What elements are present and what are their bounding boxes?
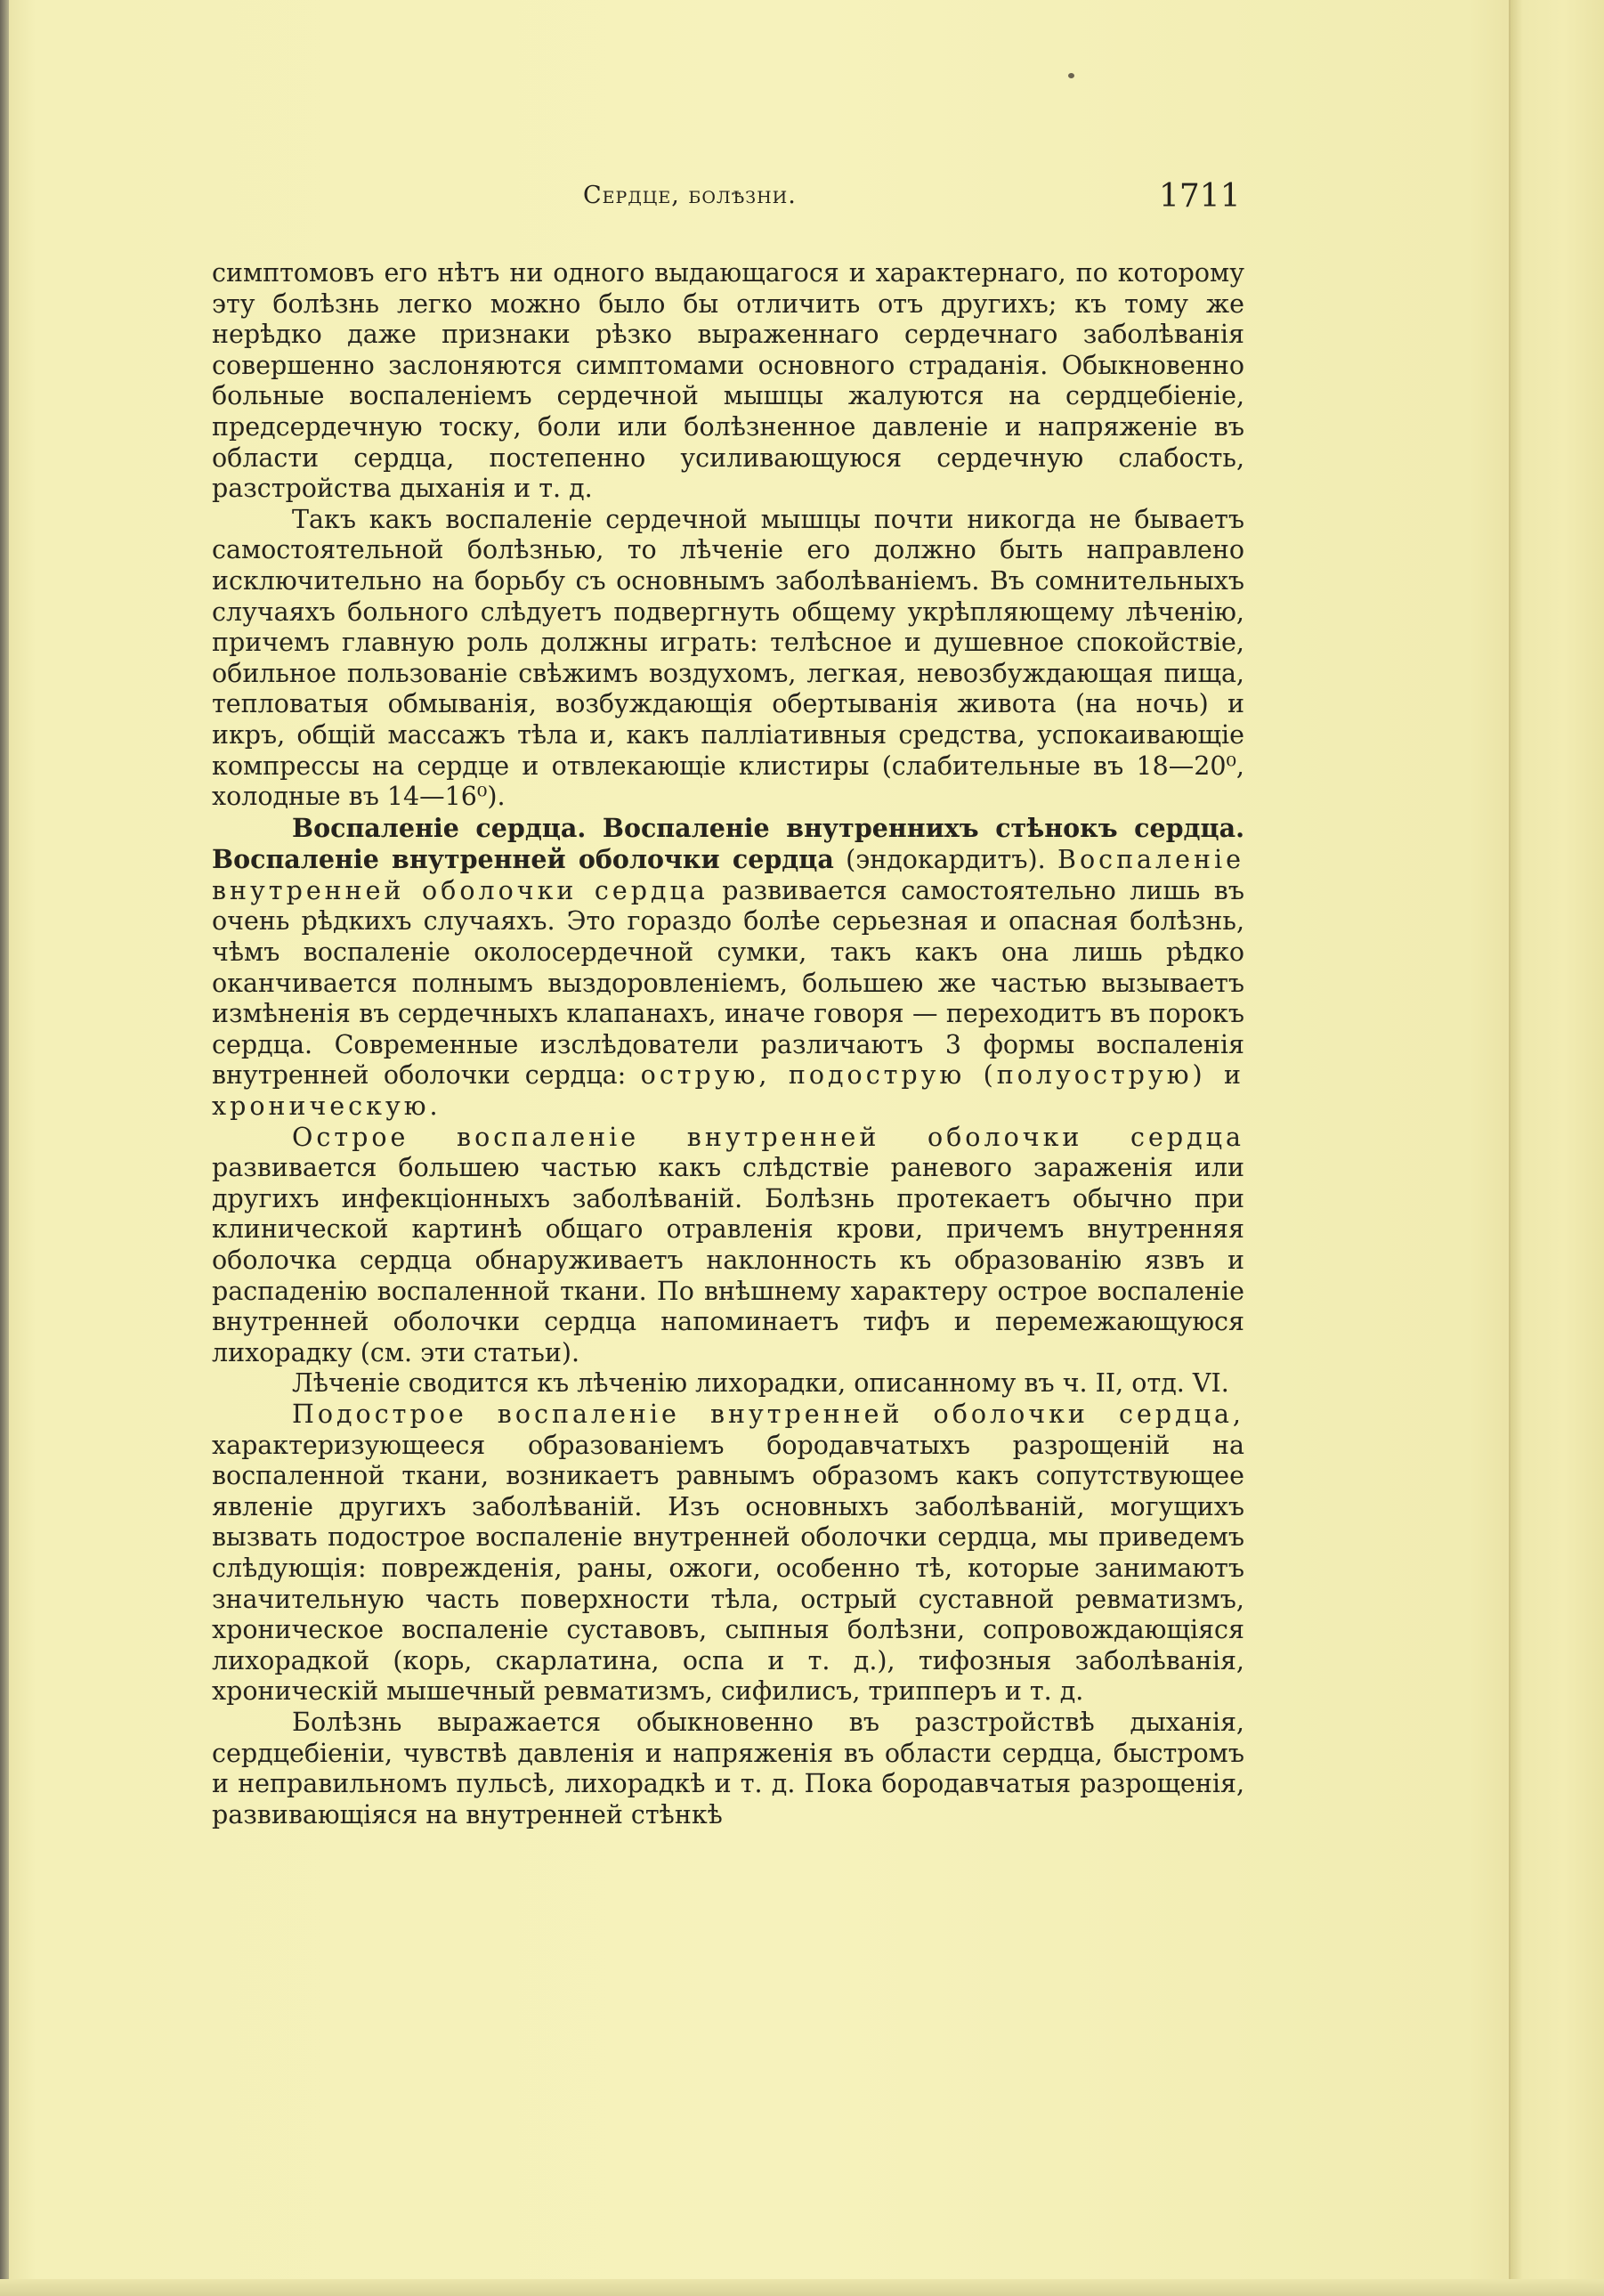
spaced-term-1: Воспаленіе внутренней оболочки сердца	[212, 845, 1244, 905]
section-heading: Воспаленіе сердца. Воспаленіе внутреннихъ стѣнокъ сердца. Воспаленіе внутренней оболочки сердца	[212, 812, 1244, 875]
page-bottom-edge	[0, 2279, 1604, 2296]
paragraph-6-rest: характеризующееся образованіемъ бородавчатыхъ разрощеній на воспаленной ткани, возникаетъ равнымъ образомъ какъ сопутствующее явленіе другихъ заболѣваній. Изъ основныхъ заболѣваній, могущихъ вызвать подострое воспаленіе внутренней оболочки сердца, мы приведемъ слѣдующія: поврежденія, раны, ожоги, особенно тѣ, которые занимаютъ значительную часть поверхности тѣла, острый суставной ревматизмъ, хроническое воспаленіе суставовъ, сыпныя болѣзни, сопровождающіяся лихорадкой (корь, скарлатина, оспа и т. д.), тифозныя заболѣванія, хроническій мышечный ревматизмъ, сифилисъ, трипперъ и т. д.	[212, 1430, 1244, 1707]
heading-parenthetical: (эндокардитъ).	[846, 845, 1046, 875]
spaced-term-2: Острое воспаленіе внутренней оболочки сердца	[292, 1122, 1244, 1152]
paragraph-5: Лѣченіе сводится къ лѣченію лихорадки, описанному въ ч. II, отд. VI.	[292, 1368, 1229, 1399]
paragraph-4-rest: развивается большею частью какъ слѣдствіе раневого зараженія или другихъ инфекціонныхъ заболѣваній. Болѣзнь протекаетъ обычно при клинической картинѣ общаго отравленія крови, причемъ внутренняя оболочка сердца обнаруживаетъ наклонность къ образованію язвъ и распаденію воспаленной ткани. По внѣшнему характеру острое воспаленіе внутренней оболочки сердца напоминаетъ тифъ и перемежающуюся лихорадку (см. эти статьи).	[212, 1153, 1244, 1367]
body-text	[212, 258, 1244, 1830]
paragraph-3	[212, 813, 1244, 1123]
page-right-margin-strip	[1509, 0, 1604, 2296]
paragraph-1: симптомовъ его нѣтъ ни одного выдающагося и характернаго, по которому эту болѣзнь легко можно было бы отличить отъ другихъ; къ тому же нерѣдко даже признаки рѣзко выраженнаго сердечнаго заболѣванія совершенно заслоняются симптомами основного страданія. Обыкновенно больные воспаленіемъ сердечной мышцы жалуются на сердцебіеніе, предсердечную тоску, боли или болѣзненное давленіе и напряженіе въ области сердца, постепенно усиливающуюся сердечную слабость, разстройства дыханія и т. д.	[212, 258, 1244, 504]
ink-spot	[1068, 73, 1074, 78]
paragraph-7: Болѣзнь выражается обыкновенно въ разстройствѣ дыханія, сердцебіеніи, чувствѣ давленія и напряженія въ области сердца, быстромъ и неправильномъ пульсѣ, лихорадкѣ и т. д. Пока бородавчатыя разрощенія, развивающіяся на внутренней стѣнкѣ	[212, 1707, 1244, 1829]
paragraph-4	[212, 1123, 1244, 1369]
spaced-term-3: Подострое воспаленіе внутренней оболочки сердца,	[292, 1399, 1244, 1429]
spaced-forms: острую, подострую (полуострую) и хроническую.	[212, 1060, 1245, 1122]
paragraph-3-rest: развивается самостоятельно лишь въ очень рѣдкихъ случаяхъ. Это гораздо болѣе серьезная и опасная болѣзнь, чѣмъ воспаленіе околосердечной сумки, такъ какъ она лишь рѣдко оканчивается полнымъ выздоровленіемъ, большею же частью вызываетъ измѣненія въ сердечныхъ клапанахъ, иначе говоря — переходитъ въ порокъ сердца. Современные изслѣдователи различаютъ 3 формы воспаленія внутренней оболочки сердца:	[212, 875, 1244, 1091]
page-number: 1711	[1159, 178, 1241, 215]
paragraph-6	[212, 1400, 1244, 1708]
running-head: Сердце, болѣзни.	[583, 182, 797, 209]
page-header	[0, 178, 1604, 231]
page-left-edge	[0, 0, 9, 2296]
paragraph-2: Такъ какъ воспаленіе сердечной мышцы почти никогда не бываетъ самостоятельной болѣзнью, то лѣченіе его должно быть направлено исключительно на борьбу съ основнымъ заболѣваніемъ. Въ сомнительныхъ случаяхъ больного слѣдуетъ подвергнуть общему укрѣпляющему лѣченію, причемъ главную роль должны играть: телѣсное и душевное спокойствіе, обильное пользованіе свѣжимъ воздухомъ, легкая, невозбуждающая пища, тепловатыя обмыванія, возбуждающія обертыванія живота (на ночь) и икръ, общій массажъ тѣла и, какъ палліативныя средства, успокаивающіе компрессы на сердце и отвлекающіе клистиры (слабительные въ 18—20⁰, холодные въ 14—16⁰).	[212, 504, 1244, 812]
